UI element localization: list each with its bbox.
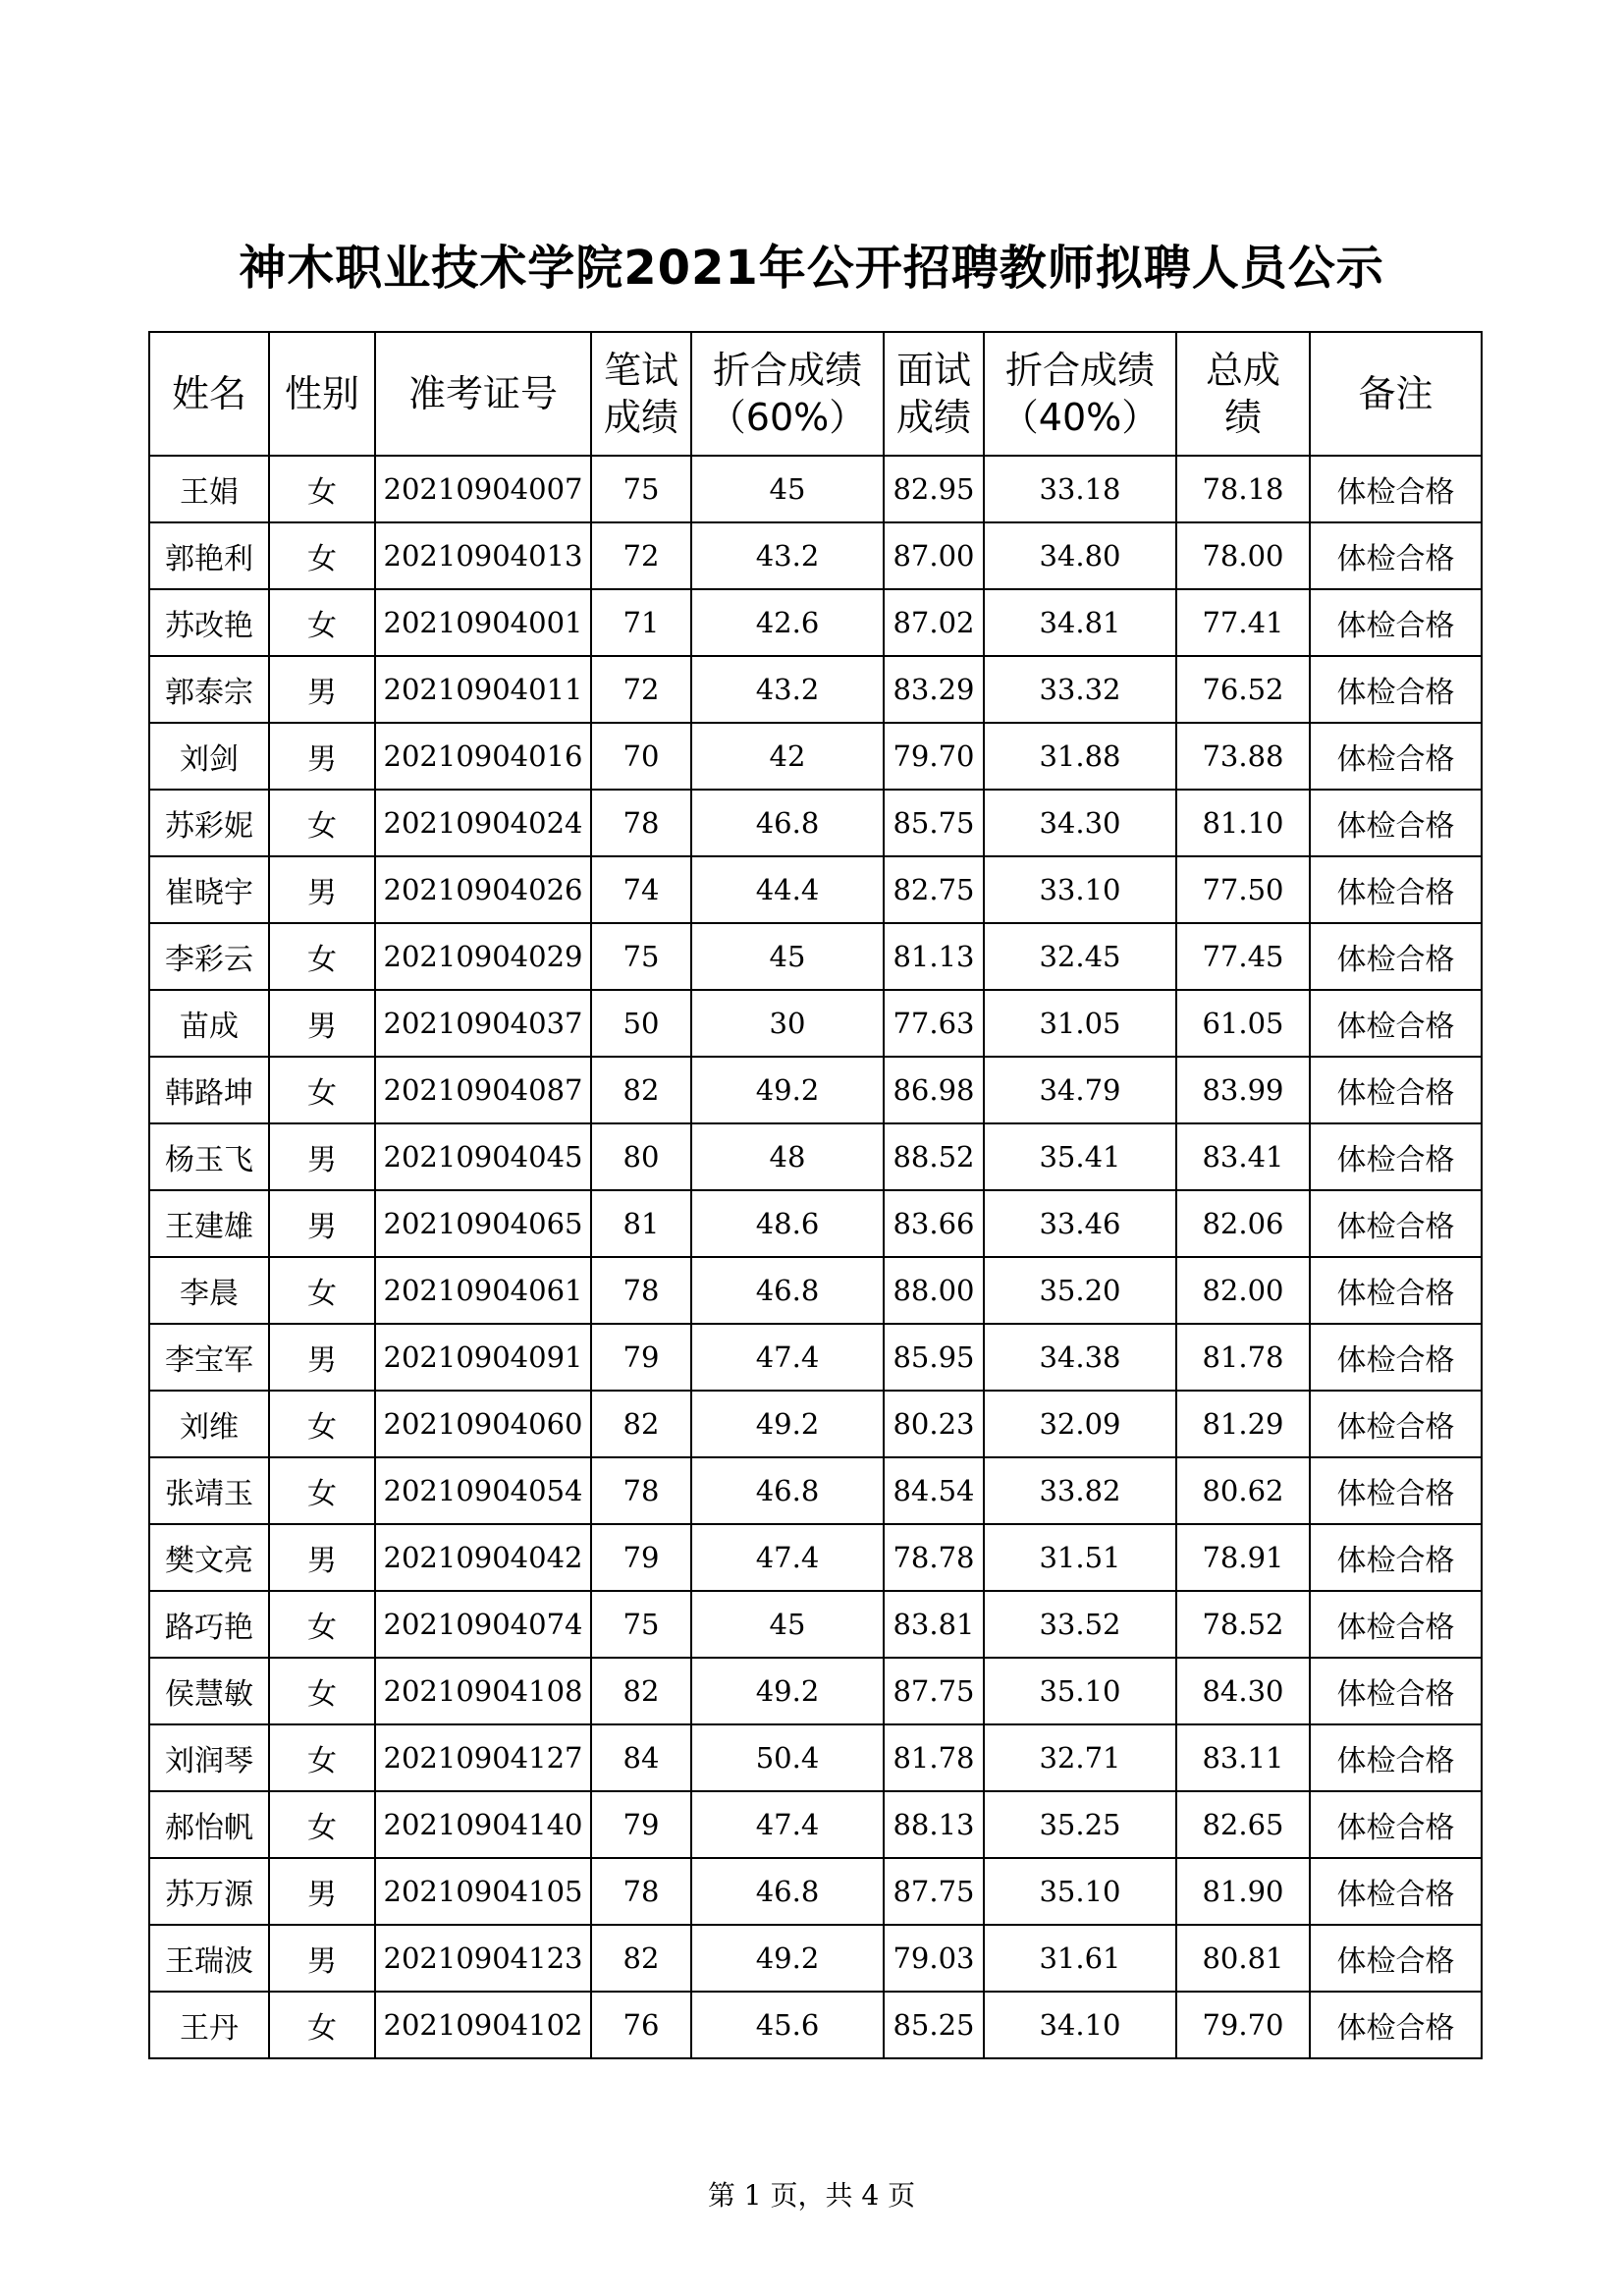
- cell-gender: 女: [269, 1992, 375, 2058]
- cell-interview-score: 79.70: [884, 723, 984, 790]
- cell-name: 李宝军: [149, 1324, 269, 1391]
- cell-name: 王瑞波: [149, 1925, 269, 1992]
- cell-written-score: 82: [591, 1057, 691, 1123]
- cell-total-score: 80.81: [1176, 1925, 1310, 1992]
- cell-name: 张靖玉: [149, 1457, 269, 1524]
- cell-interview-weighted: 33.18: [984, 456, 1176, 522]
- cell-written-score: 76: [591, 1992, 691, 2058]
- cell-gender: 女: [269, 790, 375, 856]
- cell-gender: 男: [269, 990, 375, 1057]
- cell-remarks: 体检合格: [1310, 1925, 1482, 1992]
- cell-interview-weighted: 34.30: [984, 790, 1176, 856]
- cell-gender: 女: [269, 522, 375, 589]
- cell-exam-number: 20210904061: [375, 1257, 591, 1324]
- cell-written-weighted: 50.4: [691, 1724, 884, 1791]
- cell-written-weighted: 44.4: [691, 856, 884, 923]
- table-row: [149, 1257, 1482, 1324]
- cell-interview-score: 82.95: [884, 456, 984, 522]
- cell-total-score: 79.70: [1176, 1992, 1310, 2058]
- cell-written-weighted: 42.6: [691, 589, 884, 656]
- cell-remarks: 体检合格: [1310, 1257, 1482, 1324]
- page-footer: 第 1 页，共 4 页: [707, 2179, 916, 2212]
- cell-name: 郭艳利: [149, 522, 269, 589]
- cell-gender: 男: [269, 1524, 375, 1591]
- cell-remarks: 体检合格: [1310, 1123, 1482, 1190]
- cell-total-score: 73.88: [1176, 723, 1310, 790]
- cell-interview-weighted: 32.09: [984, 1391, 1176, 1457]
- cell-written-weighted: 47.4: [691, 1324, 884, 1391]
- cell-interview-score: 85.75: [884, 790, 984, 856]
- cell-remarks: 体检合格: [1310, 1324, 1482, 1391]
- cell-written-score: 72: [591, 656, 691, 723]
- cell-name: 苗成: [149, 990, 269, 1057]
- cell-written-score: 82: [591, 1658, 691, 1724]
- cell-written-weighted: 46.8: [691, 1858, 884, 1925]
- cell-written-score: 82: [591, 1391, 691, 1457]
- cell-exam-number: 20210904105: [375, 1858, 591, 1925]
- cell-remarks: 体检合格: [1310, 656, 1482, 723]
- cell-written-weighted: 43.2: [691, 656, 884, 723]
- cell-gender: 女: [269, 1391, 375, 1457]
- cell-written-score: 74: [591, 856, 691, 923]
- cell-name: 李晨: [149, 1257, 269, 1324]
- cell-exam-number: 20210904029: [375, 923, 591, 990]
- cell-name: 刘润琴: [149, 1724, 269, 1791]
- cell-total-score: 81.78: [1176, 1324, 1310, 1391]
- header-name: 姓名: [149, 332, 269, 456]
- cell-total-score: 77.45: [1176, 923, 1310, 990]
- cell-name: 樊文亮: [149, 1524, 269, 1591]
- cell-gender: 女: [269, 1257, 375, 1324]
- cell-interview-score: 88.13: [884, 1791, 984, 1858]
- cell-written-weighted: 46.8: [691, 1457, 884, 1524]
- cell-remarks: 体检合格: [1310, 1391, 1482, 1457]
- cell-written-weighted: 45: [691, 1591, 884, 1658]
- cell-written-score: 80: [591, 1123, 691, 1190]
- header-written-weighted: 折合成绩 （60%）: [691, 332, 884, 456]
- cell-written-score: 78: [591, 1257, 691, 1324]
- cell-name: 苏万源: [149, 1858, 269, 1925]
- cell-exam-number: 20210904026: [375, 856, 591, 923]
- cell-interview-weighted: 33.46: [984, 1190, 1176, 1257]
- table-row: [149, 1391, 1482, 1457]
- cell-written-score: 78: [591, 790, 691, 856]
- cell-name: 路巧艳: [149, 1591, 269, 1658]
- cell-interview-weighted: 35.20: [984, 1257, 1176, 1324]
- cell-name: 李彩云: [149, 923, 269, 990]
- cell-interview-score: 87.02: [884, 589, 984, 656]
- cell-total-score: 78.52: [1176, 1591, 1310, 1658]
- cell-remarks: 体检合格: [1310, 723, 1482, 790]
- cell-name: 王娟: [149, 456, 269, 522]
- cell-total-score: 84.30: [1176, 1658, 1310, 1724]
- cell-interview-weighted: 34.81: [984, 589, 1176, 656]
- cell-total-score: 80.62: [1176, 1457, 1310, 1524]
- header-written-score: 笔试 成绩: [591, 332, 691, 456]
- cell-written-weighted: 49.2: [691, 1658, 884, 1724]
- table-row: [149, 1724, 1482, 1791]
- cell-interview-weighted: 32.71: [984, 1724, 1176, 1791]
- cell-exam-number: 20210904045: [375, 1123, 591, 1190]
- cell-gender: 女: [269, 456, 375, 522]
- cell-gender: 男: [269, 656, 375, 723]
- cell-interview-score: 81.78: [884, 1724, 984, 1791]
- table-row: [149, 1057, 1482, 1123]
- cell-remarks: 体检合格: [1310, 990, 1482, 1057]
- cell-written-weighted: 49.2: [691, 1391, 884, 1457]
- cell-written-weighted: 46.8: [691, 790, 884, 856]
- cell-total-score: 83.11: [1176, 1724, 1310, 1791]
- cell-exam-number: 20210904042: [375, 1524, 591, 1591]
- table-row: [149, 1858, 1482, 1925]
- table-row: [149, 856, 1482, 923]
- cell-total-score: 81.29: [1176, 1391, 1310, 1457]
- cell-written-score: 70: [591, 723, 691, 790]
- cell-interview-score: 83.29: [884, 656, 984, 723]
- cell-remarks: 体检合格: [1310, 1791, 1482, 1858]
- cell-written-weighted: 43.2: [691, 522, 884, 589]
- cell-interview-weighted: 31.61: [984, 1925, 1176, 1992]
- cell-interview-weighted: 33.10: [984, 856, 1176, 923]
- cell-gender: 男: [269, 1324, 375, 1391]
- cell-remarks: 体检合格: [1310, 1190, 1482, 1257]
- table-row: [149, 1591, 1482, 1658]
- cell-total-score: 77.41: [1176, 589, 1310, 656]
- cell-written-weighted: 48: [691, 1123, 884, 1190]
- cell-name: 韩路坤: [149, 1057, 269, 1123]
- table-row: [149, 923, 1482, 990]
- table-row: [149, 1457, 1482, 1524]
- cell-gender: 女: [269, 1658, 375, 1724]
- cell-exam-number: 20210904024: [375, 790, 591, 856]
- cell-remarks: 体检合格: [1310, 1057, 1482, 1123]
- cell-gender: 男: [269, 1190, 375, 1257]
- cell-written-score: 81: [591, 1190, 691, 1257]
- cell-gender: 男: [269, 723, 375, 790]
- cell-remarks: 体检合格: [1310, 1591, 1482, 1658]
- cell-interview-weighted: 32.45: [984, 923, 1176, 990]
- cell-written-score: 78: [591, 1457, 691, 1524]
- cell-total-score: 76.52: [1176, 656, 1310, 723]
- cell-gender: 女: [269, 1724, 375, 1791]
- cell-written-score: 78: [591, 1858, 691, 1925]
- cell-interview-weighted: 35.10: [984, 1658, 1176, 1724]
- cell-written-weighted: 47.4: [691, 1524, 884, 1591]
- header-exam-number: 准考证号: [375, 332, 591, 456]
- table-header-row: [149, 332, 1482, 456]
- cell-interview-score: 85.25: [884, 1992, 984, 2058]
- cell-written-score: 79: [591, 1524, 691, 1591]
- cell-total-score: 82.65: [1176, 1791, 1310, 1858]
- header-total-score: 总成 绩: [1176, 332, 1310, 456]
- table-body: [149, 456, 1482, 2058]
- cell-exam-number: 20210904108: [375, 1658, 591, 1724]
- cell-total-score: 78.91: [1176, 1524, 1310, 1591]
- cell-interview-score: 81.13: [884, 923, 984, 990]
- candidates-table: [148, 331, 1483, 2059]
- cell-gender: 男: [269, 1925, 375, 1992]
- cell-remarks: 体检合格: [1310, 589, 1482, 656]
- cell-interview-score: 87.75: [884, 1858, 984, 1925]
- cell-gender: 女: [269, 1057, 375, 1123]
- cell-interview-weighted: 35.25: [984, 1791, 1176, 1858]
- cell-written-weighted: 49.2: [691, 1057, 884, 1123]
- cell-exam-number: 20210904016: [375, 723, 591, 790]
- cell-gender: 男: [269, 1858, 375, 1925]
- cell-interview-score: 82.75: [884, 856, 984, 923]
- cell-exam-number: 20210904054: [375, 1457, 591, 1524]
- table-row: [149, 456, 1482, 522]
- header-remarks: 备注: [1310, 332, 1482, 456]
- cell-remarks: 体检合格: [1310, 456, 1482, 522]
- cell-interview-weighted: 35.10: [984, 1858, 1176, 1925]
- cell-exam-number: 20210904007: [375, 456, 591, 522]
- cell-interview-score: 83.81: [884, 1591, 984, 1658]
- table-row: [149, 589, 1482, 656]
- cell-total-score: 82.06: [1176, 1190, 1310, 1257]
- cell-name: 郭泰宗: [149, 656, 269, 723]
- table-row: [149, 656, 1482, 723]
- table-row: [149, 1190, 1482, 1257]
- table-row: [149, 1992, 1482, 2058]
- page-title: 神木职业技术学院2021年公开招聘教师拟聘人员公示: [239, 241, 1384, 296]
- cell-exam-number: 20210904065: [375, 1190, 591, 1257]
- cell-remarks: 体检合格: [1310, 1858, 1482, 1925]
- cell-exam-number: 20210904074: [375, 1591, 591, 1658]
- cell-exam-number: 20210904091: [375, 1324, 591, 1391]
- cell-written-score: 71: [591, 589, 691, 656]
- cell-total-score: 78.00: [1176, 522, 1310, 589]
- cell-written-score: 75: [591, 1591, 691, 1658]
- cell-interview-score: 87.00: [884, 522, 984, 589]
- cell-name: 王建雄: [149, 1190, 269, 1257]
- cell-total-score: 81.10: [1176, 790, 1310, 856]
- cell-written-weighted: 30: [691, 990, 884, 1057]
- cell-name: 崔晓宇: [149, 856, 269, 923]
- table-row: [149, 1925, 1482, 1992]
- table-row: [149, 990, 1482, 1057]
- header-interview-score: 面试 成绩: [884, 332, 984, 456]
- cell-total-score: 82.00: [1176, 1257, 1310, 1324]
- table-row: [149, 723, 1482, 790]
- cell-written-weighted: 45: [691, 923, 884, 990]
- cell-name: 刘剑: [149, 723, 269, 790]
- cell-written-score: 79: [591, 1791, 691, 1858]
- cell-name: 刘维: [149, 1391, 269, 1457]
- cell-written-score: 50: [591, 990, 691, 1057]
- cell-interview-score: 87.75: [884, 1658, 984, 1724]
- cell-remarks: 体检合格: [1310, 856, 1482, 923]
- cell-interview-weighted: 33.52: [984, 1591, 1176, 1658]
- cell-written-weighted: 48.6: [691, 1190, 884, 1257]
- cell-written-weighted: 47.4: [691, 1791, 884, 1858]
- table-row: [149, 1658, 1482, 1724]
- cell-remarks: 体检合格: [1310, 1992, 1482, 2058]
- cell-interview-score: 85.95: [884, 1324, 984, 1391]
- cell-name: 郝怡帆: [149, 1791, 269, 1858]
- cell-written-weighted: 46.8: [691, 1257, 884, 1324]
- cell-interview-score: 79.03: [884, 1925, 984, 1992]
- cell-exam-number: 20210904140: [375, 1791, 591, 1858]
- cell-gender: 男: [269, 856, 375, 923]
- header-gender: 性别: [269, 332, 375, 456]
- cell-gender: 女: [269, 923, 375, 990]
- cell-interview-score: 88.00: [884, 1257, 984, 1324]
- cell-exam-number: 20210904127: [375, 1724, 591, 1791]
- cell-written-score: 84: [591, 1724, 691, 1791]
- cell-gender: 女: [269, 1457, 375, 1524]
- cell-interview-score: 77.63: [884, 990, 984, 1057]
- cell-interview-score: 83.66: [884, 1190, 984, 1257]
- cell-interview-weighted: 34.10: [984, 1992, 1176, 2058]
- cell-total-score: 77.50: [1176, 856, 1310, 923]
- cell-remarks: 体检合格: [1310, 1457, 1482, 1524]
- cell-interview-weighted: 34.38: [984, 1324, 1176, 1391]
- cell-written-score: 75: [591, 923, 691, 990]
- cell-remarks: 体检合格: [1310, 1658, 1482, 1724]
- cell-total-score: 78.18: [1176, 456, 1310, 522]
- cell-name: 侯慧敏: [149, 1658, 269, 1724]
- cell-written-weighted: 45: [691, 456, 884, 522]
- cell-name: 苏改艳: [149, 589, 269, 656]
- cell-exam-number: 20210904123: [375, 1925, 591, 1992]
- cell-name: 杨玉飞: [149, 1123, 269, 1190]
- cell-interview-weighted: 31.05: [984, 990, 1176, 1057]
- cell-name: 苏彩妮: [149, 790, 269, 856]
- cell-total-score: 83.41: [1176, 1123, 1310, 1190]
- cell-interview-score: 84.54: [884, 1457, 984, 1524]
- cell-remarks: 体检合格: [1310, 923, 1482, 990]
- header-interview-weighted: 折合成绩 （40%）: [984, 332, 1176, 456]
- cell-total-score: 81.90: [1176, 1858, 1310, 1925]
- table-row: [149, 1791, 1482, 1858]
- cell-written-score: 75: [591, 456, 691, 522]
- cell-written-weighted: 49.2: [691, 1925, 884, 1992]
- cell-interview-weighted: 31.88: [984, 723, 1176, 790]
- cell-interview-score: 78.78: [884, 1524, 984, 1591]
- cell-interview-score: 88.52: [884, 1123, 984, 1190]
- cell-remarks: 体检合格: [1310, 1524, 1482, 1591]
- table-row: [149, 522, 1482, 589]
- table-row: [149, 1123, 1482, 1190]
- cell-interview-weighted: 33.82: [984, 1457, 1176, 1524]
- cell-gender: 女: [269, 1591, 375, 1658]
- cell-interview-weighted: 34.79: [984, 1057, 1176, 1123]
- cell-total-score: 83.99: [1176, 1057, 1310, 1123]
- cell-gender: 男: [269, 1123, 375, 1190]
- table-row: [149, 1324, 1482, 1391]
- cell-gender: 女: [269, 1791, 375, 1858]
- cell-remarks: 体检合格: [1310, 790, 1482, 856]
- cell-exam-number: 20210904011: [375, 656, 591, 723]
- table-row: [149, 1524, 1482, 1591]
- cell-written-score: 72: [591, 522, 691, 589]
- cell-interview-score: 86.98: [884, 1057, 984, 1123]
- cell-exam-number: 20210904060: [375, 1391, 591, 1457]
- cell-exam-number: 20210904037: [375, 990, 591, 1057]
- cell-written-weighted: 45.6: [691, 1992, 884, 2058]
- cell-written-score: 79: [591, 1324, 691, 1391]
- cell-exam-number: 20210904013: [375, 522, 591, 589]
- cell-exam-number: 20210904102: [375, 1992, 591, 2058]
- cell-interview-weighted: 33.32: [984, 656, 1176, 723]
- cell-name: 王丹: [149, 1992, 269, 2058]
- cell-interview-score: 80.23: [884, 1391, 984, 1457]
- table-row: [149, 790, 1482, 856]
- cell-interview-weighted: 35.41: [984, 1123, 1176, 1190]
- cell-interview-weighted: 34.80: [984, 522, 1176, 589]
- cell-gender: 女: [269, 589, 375, 656]
- cell-remarks: 体检合格: [1310, 1724, 1482, 1791]
- cell-exam-number: 20210904001: [375, 589, 591, 656]
- cell-written-score: 82: [591, 1925, 691, 1992]
- cell-exam-number: 20210904087: [375, 1057, 591, 1123]
- cell-written-weighted: 42: [691, 723, 884, 790]
- cell-remarks: 体检合格: [1310, 522, 1482, 589]
- cell-interview-weighted: 31.51: [984, 1524, 1176, 1591]
- cell-total-score: 61.05: [1176, 990, 1310, 1057]
